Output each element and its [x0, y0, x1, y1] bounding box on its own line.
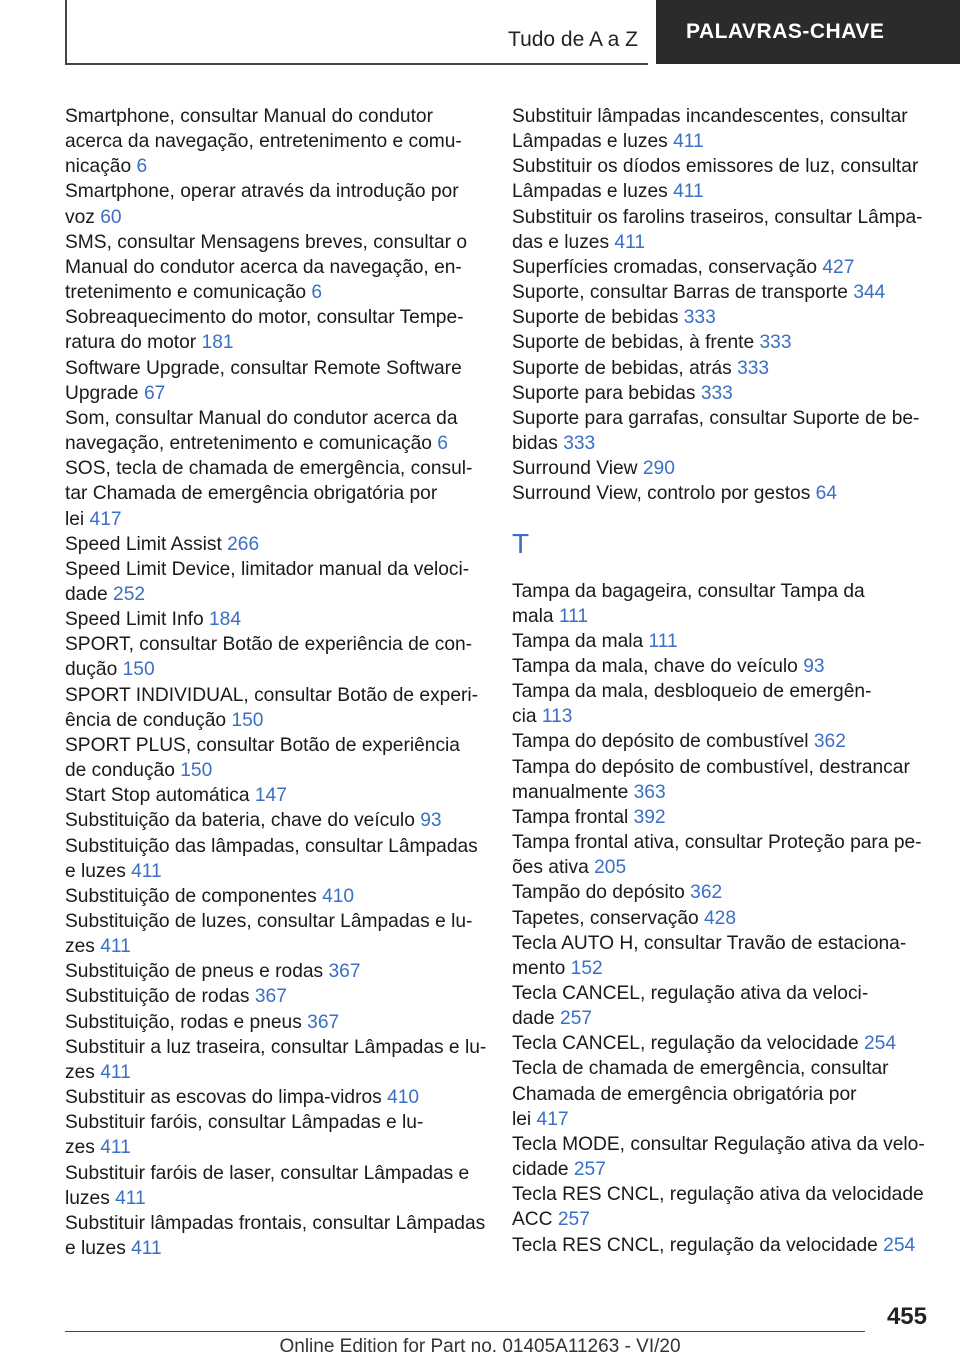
index-entry-label: dade [65, 583, 108, 605]
index-entry-label: Upgrade [65, 382, 139, 404]
index-entry [65, 959, 483, 984]
index-entry-text [65, 1135, 483, 1160]
index-entry-text [512, 880, 930, 905]
page-reference-link[interactable]: 257 [557, 1209, 590, 1231]
index-entry-text [512, 381, 930, 406]
index-entry-label: Substituição de componentes [65, 885, 317, 907]
index-entry-text [65, 783, 483, 808]
index-entry [65, 532, 483, 557]
index-entry-text [512, 729, 930, 754]
index-entry-label: bidas [512, 433, 558, 455]
chapter-title: PALAVRAS-CHAVE [656, 0, 960, 64]
index-entry [512, 456, 930, 481]
index-entry-text [512, 629, 930, 654]
index-entry-text [65, 532, 483, 557]
index-entry [65, 456, 483, 531]
index-entry-label: Suporte, consultar Barras de transporte [512, 282, 848, 304]
page-reference-link[interactable]: 150 [231, 709, 264, 731]
index-entry-text: tar Chamada de emergência obrigatória por [65, 483, 438, 505]
index-entry-text [512, 330, 930, 355]
index-entry-text [65, 657, 483, 682]
index-entry [65, 356, 483, 406]
index-entry-text [512, 604, 930, 629]
index-entry [65, 1211, 486, 1261]
index-entry-text [512, 654, 930, 679]
index-entry-text: Tecla MODE, consultar Regulação ativa da velo- [512, 1133, 925, 1155]
page-reference-link[interactable]: 333 [737, 357, 770, 379]
header-left-rule [65, 0, 67, 64]
index-entry [512, 1182, 930, 1232]
page-reference-link[interactable]: 111 [648, 630, 678, 652]
index-entry-text: Substituição de luzes, consultar Lâmpadas e lu- [65, 911, 473, 932]
index-entry-label: Tampa da mala, chave do veículo [512, 655, 798, 677]
page-reference-link[interactable]: 411 [673, 131, 704, 153]
index-entry [512, 205, 930, 255]
page-reference-link[interactable]: 363 [633, 781, 666, 803]
index-list-s [512, 104, 930, 507]
page-reference-link[interactable]: 147 [254, 785, 287, 807]
index-entry-label: nicação [65, 156, 132, 178]
index-entry-text [512, 305, 930, 330]
index-entry-label: Substituição de rodas [65, 986, 250, 1008]
index-entry [512, 1031, 930, 1056]
index-entry-label: lei [65, 508, 85, 530]
index-entry-label: Tampa do depósito de combustível [512, 731, 809, 753]
index-entry [512, 481, 930, 506]
index-column-left [65, 104, 487, 1261]
page-reference-link[interactable]: 411 [614, 231, 645, 253]
index-entry [65, 179, 483, 229]
index-entry [65, 834, 483, 884]
index-entry-text [512, 230, 930, 255]
index-entry [512, 1056, 930, 1131]
index-entry [512, 931, 930, 981]
index-entry-label: e luzes [65, 1238, 126, 1260]
page-reference-link[interactable]: 410 [322, 885, 355, 907]
index-entry-text [512, 431, 930, 456]
index-entry-text [65, 1010, 483, 1035]
page-reference-link[interactable]: 410 [387, 1087, 420, 1109]
index-entry-text [512, 1233, 930, 1258]
index-entry-label: zes [65, 936, 95, 958]
index-entry-label: navegação, entretenimento e comunicação [65, 433, 432, 455]
index-entry [512, 406, 930, 456]
index-entry-text [65, 984, 483, 1009]
index-entry-text [65, 507, 483, 532]
index-entry-text: Tampa da mala, desbloqueio de emergên- [512, 681, 872, 703]
page-reference-link[interactable]: 257 [573, 1159, 606, 1181]
index-entry-label: Tampa frontal [512, 806, 629, 828]
page-reference-link[interactable]: 362 [690, 882, 723, 904]
index-entry-text [512, 481, 930, 506]
index-entry-label: mala [512, 605, 554, 627]
index-entry-text [512, 956, 930, 981]
index-entry-text [65, 1186, 483, 1211]
index-entry [65, 1035, 487, 1085]
index-entry [512, 830, 930, 880]
index-entry-text [512, 1006, 930, 1031]
index-entry [65, 557, 483, 607]
index-entry-text: SPORT INDIVIDUAL, consultar Botão de experi- [65, 684, 479, 706]
index-entry-text [65, 205, 483, 230]
index-entry [65, 406, 483, 456]
page-reference-link[interactable]: 392 [633, 806, 666, 828]
index-entry-text: acerca da navegação, entretenimento e comu- [65, 131, 462, 153]
page-reference-link[interactable]: 111 [558, 605, 589, 627]
index-entry-text [512, 1207, 930, 1232]
index-entry [512, 1233, 930, 1258]
index-entry-text: Speed Limit Device, limitador manual da veloci- [65, 558, 470, 580]
page-reference-link[interactable]: 6 [437, 433, 448, 455]
index-entry-label: manualmente [512, 781, 629, 803]
index-entry-text [65, 808, 483, 833]
index-entry [512, 356, 930, 381]
page-reference-link[interactable]: 417 [536, 1108, 569, 1130]
index-entry-label: Tecla CANCEL, regulação da velocidade [512, 1033, 859, 1055]
page-reference-link[interactable]: 150 [180, 760, 213, 782]
index-entry-label: Tampa da mala [512, 630, 644, 652]
index-entry-text [512, 1107, 930, 1132]
index-entry-text [65, 934, 483, 959]
index-entry-text [512, 1031, 930, 1056]
index-entry [512, 381, 930, 406]
index-entry-label: Suporte de bebidas, à frente [512, 332, 755, 354]
index-entry-text [65, 607, 483, 632]
index-entry-text [65, 1085, 483, 1110]
page-reference-link[interactable]: 411 [100, 1061, 131, 1083]
index-entry-text [512, 906, 930, 931]
index-entry [65, 783, 483, 808]
page-reference-link[interactable]: 290 [642, 458, 675, 480]
index-entry-label: cidade [512, 1159, 569, 1181]
index-entry-label: ões ativa [512, 857, 589, 879]
page-reference-link[interactable]: 67 [143, 382, 166, 404]
index-entry [512, 104, 930, 154]
index-entry-label: Suporte de bebidas [512, 307, 679, 329]
index-entry-text: Tecla CANCEL, regulação ativa da veloci- [512, 983, 869, 1004]
index-entry-text [65, 431, 483, 456]
index-entry-label: luzes [65, 1187, 110, 1209]
index-entry [65, 1110, 483, 1160]
edition-info: Online Edition for Part no. 01405A11263 - VI/20 [279, 1336, 681, 1357]
page-reference-link[interactable]: 152 [570, 957, 603, 979]
index-entry [65, 230, 483, 305]
index-entry-label: e luzes [65, 860, 126, 882]
index-entry-text [65, 708, 483, 733]
index-entry-text [512, 456, 930, 481]
index-entry-label: ACC [512, 1209, 553, 1231]
index-entry-label: ência de condução [65, 709, 227, 731]
index-entry [512, 255, 930, 280]
index-entry-text [512, 855, 930, 880]
index-entry [512, 305, 930, 330]
index-entry-label: Substituir as escovas do limpa-vidros [65, 1087, 382, 1109]
index-entry-label: Suporte para bebidas [512, 382, 696, 404]
page-reference-link[interactable]: 362 [813, 731, 846, 753]
index-entry [65, 1085, 483, 1110]
index-entry [65, 909, 483, 959]
index-entry-text: Substituir lâmpadas incandescentes, consultar [512, 106, 908, 127]
page-reference-link[interactable]: 60 [100, 206, 122, 228]
index-entry [65, 607, 483, 632]
index-entry-text: Smartphone, consultar Manual do condutor [65, 106, 433, 127]
index-entry-text [512, 255, 930, 280]
index-entry-label: de condução [65, 760, 175, 782]
index-entry-label: Tapetes, conservação [512, 907, 699, 929]
index-entry-label: Substituição da bateria, chave do veículo [65, 810, 415, 832]
page-reference-link[interactable]: 411 [115, 1187, 146, 1209]
page-reference-link[interactable]: 333 [683, 307, 716, 329]
index-entry-text: Tecla de chamada de emergência, consultar [512, 1058, 889, 1080]
page-number: 455 [886, 1303, 927, 1330]
page-reference-link[interactable]: 113 [541, 706, 573, 728]
page-reference-link[interactable]: 6 [311, 282, 323, 304]
index-entry [65, 733, 483, 783]
index-column-right [512, 104, 930, 1258]
index-entry-text [512, 356, 930, 381]
page-reference-link[interactable]: 184 [209, 609, 242, 631]
index-entry-text: Tampa da bagageira, consultar Tampa da [512, 580, 865, 602]
page-reference-link[interactable]: 333 [759, 332, 792, 354]
page-reference-link[interactable]: 367 [307, 1011, 340, 1033]
page-reference-link[interactable]: 367 [254, 986, 287, 1008]
index-entry-text: Software Upgrade, consultar Remote Software [65, 357, 462, 379]
index-entry-label: Tecla RES CNCL, regulação da velocidade [512, 1234, 878, 1256]
index-entry [512, 880, 930, 905]
index-entry-label: Substituição, rodas e pneus [65, 1011, 302, 1033]
index-entry-label: zes [65, 1061, 95, 1083]
index-entry-text [65, 381, 483, 406]
index-entry [512, 729, 930, 754]
page-reference-link[interactable]: 257 [560, 1008, 593, 1030]
index-entry-label: dução [65, 659, 118, 681]
index-entry [65, 632, 483, 682]
footer-rule [65, 1331, 865, 1332]
index-entry-text: Tampa frontal ativa, consultar Proteção para pe- [512, 832, 922, 854]
index-entry-label: cia [512, 706, 537, 728]
index-entry-text: Substituir faróis de laser, consultar Lâmpadas e [65, 1162, 470, 1184]
page-reference-link[interactable]: 333 [700, 382, 733, 404]
page-reference-link[interactable]: 411 [131, 1238, 162, 1260]
index-entry-text [65, 280, 483, 305]
index-entry-text: Suporte para garrafas, consultar Suporte de be- [512, 407, 920, 429]
index-entry-label: Lâmpadas e luzes [512, 181, 668, 203]
index-entry-label: mento [512, 957, 566, 979]
page-reference-link[interactable]: 205 [594, 857, 627, 879]
index-list-t [512, 579, 930, 1258]
index-entry [65, 683, 483, 733]
index-entry [65, 884, 483, 909]
index-entry-text [512, 1157, 930, 1182]
page-reference-link[interactable]: 93 [420, 810, 442, 832]
index-entry-text [512, 129, 930, 154]
index-entry [512, 154, 930, 204]
index-entry-label: zes [65, 1137, 95, 1159]
index-entry-text: Substituir os díodos emissores de luz, consultar [512, 156, 919, 178]
index-entry-text: SPORT, consultar Botão de experiência de con- [65, 634, 473, 656]
index-entry [512, 906, 930, 931]
page-reference-link[interactable]: 367 [328, 961, 361, 983]
index-entry-label: Superfícies cromadas, conservação [512, 256, 818, 278]
index-entry-text: Som, consultar Manual do condutor acerca da [65, 407, 458, 429]
index-entry-text: Smartphone, operar através da introdução por [65, 181, 459, 203]
page-reference-link[interactable]: 254 [863, 1033, 896, 1055]
index-entry-label: Lâmpadas e luzes [512, 131, 668, 153]
index-entry-text [65, 582, 483, 607]
index-entry-label: Suporte de bebidas, atrás [512, 357, 732, 379]
index-entry-label: Tampão do depósito [512, 882, 685, 904]
index-entry [65, 1010, 483, 1035]
index-entry [512, 755, 930, 805]
index-entry [512, 679, 930, 729]
page-reference-link[interactable]: 411 [131, 860, 162, 882]
page-reference-link[interactable]: 181 [201, 332, 234, 354]
index-entry-text [65, 859, 483, 884]
index-entry [512, 629, 930, 654]
page-reference-link[interactable]: 266 [227, 533, 260, 555]
index-entry-text: SPORT PLUS, consultar Botão de experiência [65, 734, 460, 756]
header-bottom-rule [65, 63, 648, 65]
page-reference-link[interactable]: 411 [100, 936, 131, 958]
index-entry-text: Substituir faróis, consultar Lâmpadas e lu- [65, 1112, 424, 1134]
index-entry-text: SMS, consultar Mensagens breves, consultar o [65, 231, 468, 253]
index-entry [512, 330, 930, 355]
index-entry-text [512, 805, 930, 830]
index-entry-label: Start Stop automática [65, 785, 250, 807]
index-entry-text [65, 884, 483, 909]
index-entry-label: lei [512, 1108, 532, 1130]
index-entry-text [512, 179, 930, 204]
index-entry [512, 280, 930, 305]
index-entry-text [512, 280, 930, 305]
page-reference-link[interactable]: 427 [822, 256, 855, 278]
page-reference-link[interactable]: 411 [673, 181, 704, 203]
index-entry-text: Substituir lâmpadas frontais, consultar Lâmpadas [65, 1212, 486, 1234]
index-entry-text [65, 1060, 483, 1085]
index-entry-text [512, 704, 930, 729]
index-entry-label: das e luzes [512, 231, 610, 253]
index-entry-text: Substituir a luz traseira, consultar Lâmpadas e lu- [65, 1036, 487, 1058]
index-entry-label: Speed Limit Info [65, 609, 204, 631]
index-entry-label: ratura do motor [65, 332, 197, 354]
index-entry [65, 984, 483, 1009]
index-entry [65, 1161, 483, 1211]
page-reference-link[interactable]: 344 [853, 282, 886, 304]
index-entry-text: Tampa do depósito de combustível, destrancar [512, 756, 910, 778]
index-entry-text: Tecla AUTO H, consultar Travão de estaciona- [512, 932, 907, 954]
page-reference-link[interactable]: 150 [122, 659, 155, 681]
index-entry [65, 104, 483, 179]
index-entry-text [65, 330, 483, 355]
index-entry [65, 305, 483, 355]
index-entry-text [65, 959, 483, 984]
index-entry-text: Substituir os farolins traseiros, consultar Lâmpa- [512, 206, 923, 228]
index-entry-label: Speed Limit Assist [65, 533, 222, 555]
index-entry-text: SOS, tecla de chamada de emergência, consul- [65, 458, 473, 480]
page-reference-link[interactable]: 417 [89, 508, 122, 530]
index-entry-label: tretenimento e comunicação [65, 282, 307, 304]
index-entry-text [65, 154, 483, 179]
index-entry-text [65, 758, 483, 783]
index-entry-text: Chamada de emergência obrigatória por [512, 1083, 857, 1105]
page-reference-link[interactable]: 411 [100, 1137, 131, 1159]
index-entry-text: Sobreaquecimento do motor, consultar Tempe- [65, 307, 464, 329]
index-entry [512, 981, 930, 1031]
index-entry-label: Surround View [512, 458, 638, 480]
index-entry-text: Tecla RES CNCL, regulação ativa da velocidade [512, 1184, 924, 1206]
index-entry [512, 1132, 930, 1182]
section-title: Tudo de A a Z [508, 28, 638, 51]
index-entry [512, 654, 930, 679]
index-entry-text [512, 780, 930, 805]
index-entry-label: dade [512, 1008, 555, 1030]
page-reference-link[interactable]: 428 [704, 907, 737, 929]
page-reference-link[interactable]: 6 [136, 156, 148, 178]
page-reference-link[interactable]: 252 [113, 583, 146, 605]
index-entry [512, 579, 930, 629]
page-reference-link[interactable]: 93 [803, 655, 825, 677]
section-letter: T [512, 527, 530, 559]
index-entry-label: Substituição de pneus e rodas [65, 961, 324, 983]
index-entry-label: Surround View, controlo por gestos [512, 483, 811, 505]
index-entry-text: Substituição das lâmpadas, consultar Lâmpadas [65, 835, 478, 857]
index-entry-text: Manual do condutor acerca da navegação, en- [65, 256, 462, 278]
index-entry-label: voz [65, 206, 95, 228]
page-reference-link[interactable]: 333 [563, 433, 596, 455]
index-entry [512, 805, 930, 830]
index-entry [65, 808, 483, 833]
index-entry-text [65, 1236, 483, 1261]
page-reference-link[interactable]: 254 [883, 1234, 916, 1256]
page-reference-link[interactable]: 64 [815, 483, 837, 505]
